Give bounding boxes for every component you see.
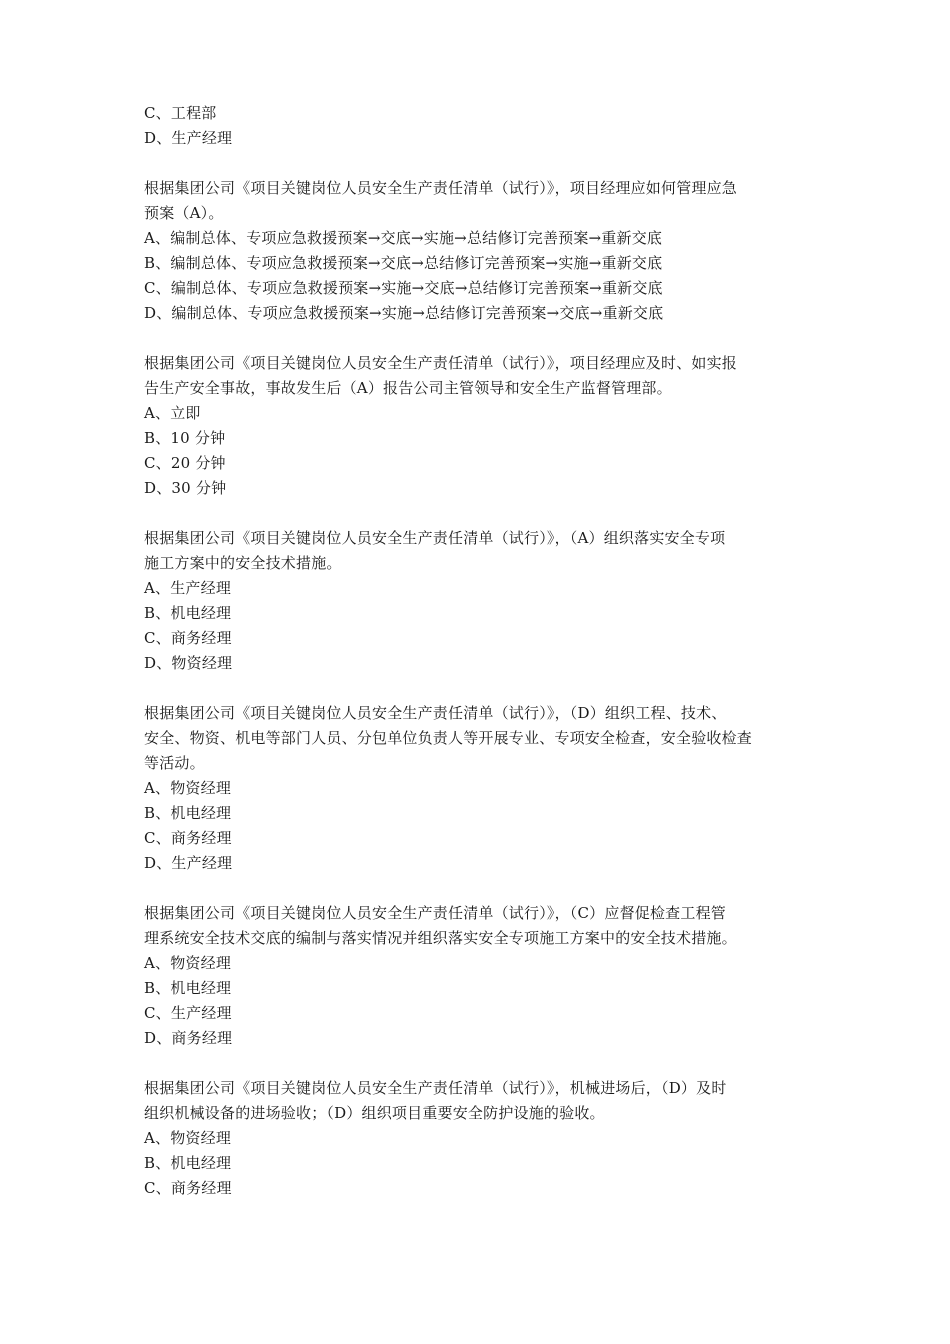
question-text-line: 安全、物资、机电等部门人员、分包单位负责人等开展专业、专项安全检查，安全验收检查 bbox=[144, 729, 753, 747]
leading-options bbox=[144, 101, 824, 151]
option-line: C、编制总体、专项应急救援预案→实施→交底→总结修订完善预案→重新交底 bbox=[144, 279, 663, 297]
question-block bbox=[144, 176, 824, 326]
option-line: D、生产经理 bbox=[144, 854, 233, 872]
question-text-line: 根据集团公司《项目关键岗位人员安全生产责任清单（试行）》，项目经理应如何管理应急 bbox=[144, 179, 738, 197]
option-line: C、商务经理 bbox=[144, 1179, 232, 1197]
question-block bbox=[144, 1076, 824, 1201]
question-block bbox=[144, 901, 824, 1051]
option-line: A、物资经理 bbox=[144, 779, 232, 797]
question-text-line: 根据集团公司《项目关键岗位人员安全生产责任清单（试行）》，项目经理应及时、如实报 bbox=[144, 354, 738, 372]
option-line: D、编制总体、专项应急救援预案→实施→总结修订完善预案→交底→重新交底 bbox=[144, 304, 664, 322]
option-line: C、商务经理 bbox=[144, 829, 232, 847]
question-text-line: 理系统安全技术交底的编制与落实情况并组织落实安全专项施工方案中的安全技术措施。 bbox=[144, 929, 737, 947]
option-line: B、编制总体、专项应急救援预案→交底→总结修订完善预案→实施→重新交底 bbox=[144, 254, 663, 272]
question-text-line: 根据集团公司《项目关键岗位人员安全生产责任清单（试行）》，（D）组织工程、技术、 bbox=[144, 704, 727, 722]
question-text-line: 根据集团公司《项目关键岗位人员安全生产责任清单（试行）》，（A）组织落实安全专项 bbox=[144, 529, 726, 547]
question-text-line: 根据集团公司《项目关键岗位人员安全生产责任清单（试行）》，机械进场后，（D）及时 bbox=[144, 1079, 727, 1097]
option-line: D、30 分钟 bbox=[144, 479, 227, 497]
question-text-line: 根据集团公司《项目关键岗位人员安全生产责任清单（试行）》，（C）应督促检查工程管 bbox=[144, 904, 726, 922]
option-line: B、机电经理 bbox=[144, 804, 232, 822]
option-line: D、商务经理 bbox=[144, 1029, 233, 1047]
question-block bbox=[144, 526, 824, 676]
option-line: A、生产经理 bbox=[144, 579, 232, 597]
document-content bbox=[144, 101, 824, 1201]
option-line: D、物资经理 bbox=[144, 654, 233, 672]
question-text-line: 预案（A）。 bbox=[144, 204, 224, 222]
option-line: B、机电经理 bbox=[144, 979, 232, 997]
option-line: D、生产经理 bbox=[144, 129, 233, 147]
option-line: C、生产经理 bbox=[144, 1004, 232, 1022]
question-block bbox=[144, 351, 824, 501]
option-line: A、物资经理 bbox=[144, 1129, 232, 1147]
question-text-line: 等活动。 bbox=[144, 754, 205, 772]
option-line: C、商务经理 bbox=[144, 629, 232, 647]
option-line: A、物资经理 bbox=[144, 954, 232, 972]
option-line: A、编制总体、专项应急救援预案→交底→实施→总结修订完善预案→重新交底 bbox=[144, 229, 663, 247]
option-line: A、立即 bbox=[144, 404, 201, 422]
option-line: B、10 分钟 bbox=[144, 429, 226, 447]
option-line: B、机电经理 bbox=[144, 604, 232, 622]
question-text-line: 告生产安全事故，事故发生后（A）报告公司主管领导和安全生产监督管理部。 bbox=[144, 379, 672, 397]
question-block bbox=[144, 701, 824, 876]
option-line: C、工程部 bbox=[144, 104, 217, 122]
question-text-line: 施工方案中的安全技术措施。 bbox=[144, 554, 342, 572]
question-text-line: 组织机械设备的进场验收；（D）组织项目重要安全防护设施的验收。 bbox=[144, 1104, 605, 1122]
option-line: C、20 分钟 bbox=[144, 454, 226, 472]
option-line: B、机电经理 bbox=[144, 1154, 232, 1172]
